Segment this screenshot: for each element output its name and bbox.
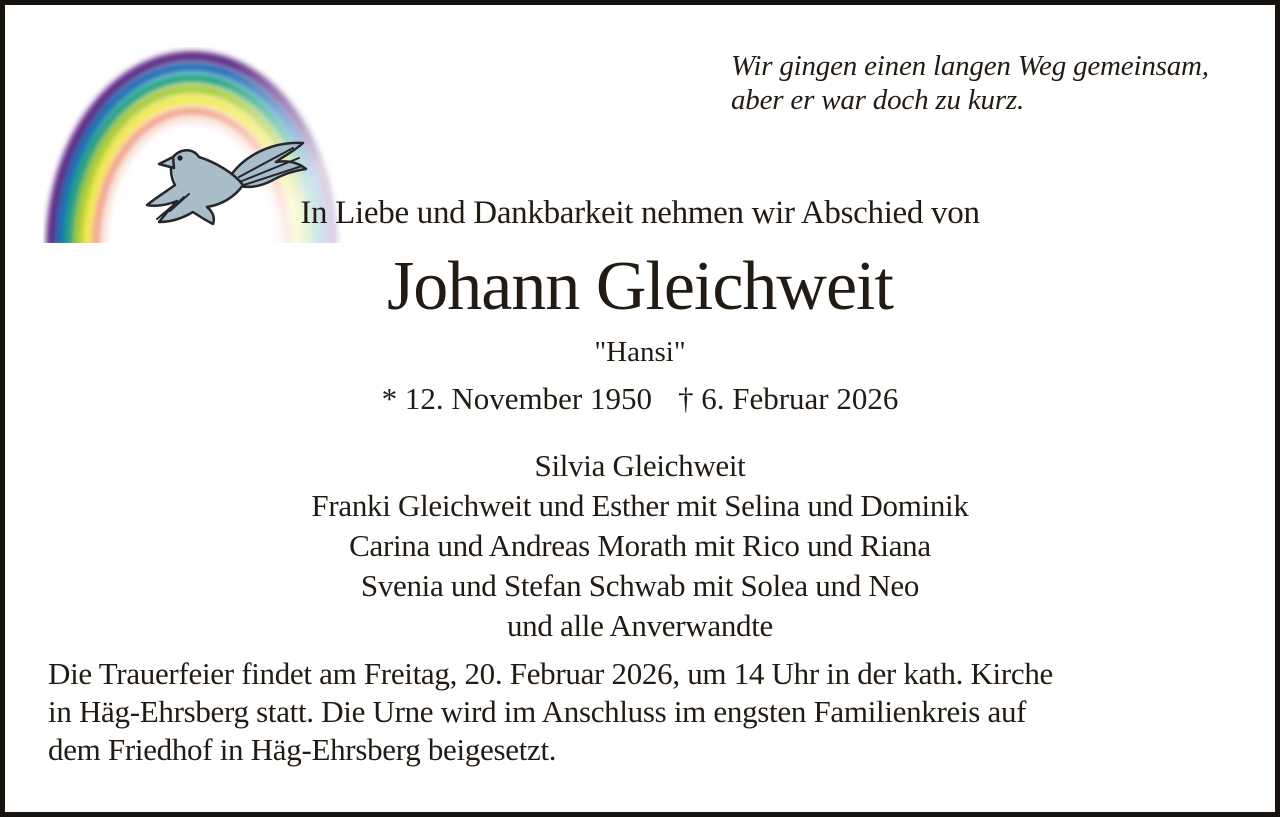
birth-date: * 12. November 1950 bbox=[381, 381, 652, 416]
mourner-line: Carina und Andreas Morath mit Rico und Riana bbox=[349, 528, 931, 563]
deceased-nickname: "Hansi" bbox=[594, 336, 686, 368]
funeral-line: Die Trauerfeier findet am Freitag, 20. Februar 2026, um 14 Uhr in der kath. Kirche bbox=[48, 656, 1054, 691]
epigraph bbox=[731, 49, 1209, 117]
life-dates bbox=[5, 381, 1275, 417]
mourner-line: Franki Gleichweit und Esther mit Selina und Dominik bbox=[311, 488, 969, 523]
mourner-line: Silvia Gleichweit bbox=[534, 448, 746, 483]
intro-line: In Liebe und Dankbarkeit nehmen wir Abschied von bbox=[300, 195, 980, 231]
death-date: † 6. Februar 2026 bbox=[677, 381, 899, 416]
funeral-line: dem Friedhof in Häg-Ehrsberg beigesetzt. bbox=[48, 732, 557, 767]
mourners-list bbox=[5, 446, 1275, 646]
epigraph-line: Wir gingen einen langen Weg gemeinsam, bbox=[731, 50, 1209, 82]
funeral-details bbox=[48, 655, 1053, 769]
epigraph-line: aber er war doch zu kurz. bbox=[731, 84, 1025, 116]
mourner-line: und alle Anverwandte bbox=[506, 608, 774, 643]
deceased-name: Johann Gleichweit bbox=[387, 248, 893, 325]
funeral-line: in Häg-Ehrsberg statt. Die Urne wird im Anschluss im engsten Familienkreis auf bbox=[48, 694, 1027, 729]
mourner-line: Svenia und Stefan Schwab mit Solea und Neo bbox=[360, 568, 920, 603]
